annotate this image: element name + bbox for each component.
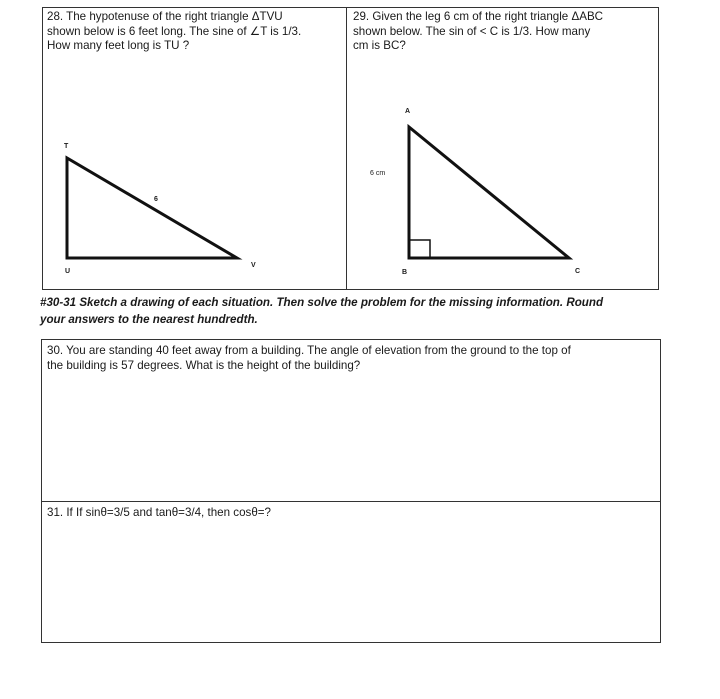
problem-29-line-3: cm is BC?	[353, 39, 406, 52]
side-label-6cm: 6 cm	[370, 170, 386, 177]
problem-29-line-2: shown below. The sin of < C is 1/3. How many	[353, 24, 591, 38]
instructions-line-2: your answers to the nearest hundredth.	[40, 313, 258, 326]
right-angle-marker	[409, 240, 430, 258]
vertex-label-u: U	[65, 268, 71, 275]
problem-28-line-3: How many feet long is TU ?	[47, 39, 190, 52]
problem-29-line-1: 29. Given the leg 6 cm of the right triangle ΔABC	[353, 10, 604, 23]
vertex-label-v: V	[251, 262, 256, 269]
problem-28-line-1: 28. The hypotenuse of the right triangle ΔTVU	[47, 10, 283, 23]
triangle-abc	[409, 127, 569, 258]
vertex-label-b: B	[402, 269, 408, 276]
vertex-label-c: C	[575, 268, 581, 275]
instructions-line-1: #30-31 Sketch a drawing of each situation. Then solve the problem for the missing information. Round	[40, 296, 604, 309]
triangle-tvu-figure	[0, 0, 720, 300]
problem-28-line-2: shown below is 6 feet long. The sine of ∠T is 1/3.	[47, 24, 302, 38]
vertex-label-t: T	[64, 143, 69, 150]
triangle-tvu	[67, 158, 237, 258]
problem-31-line-1: 31. If If sinθ=3/5 and tanθ=3/4, then cosθ=?	[47, 506, 271, 519]
vertex-label-a: A	[405, 108, 411, 115]
problem-31-text	[47, 506, 657, 521]
instructions-text	[40, 294, 670, 328]
problem-30-line-2: the building is 57 degrees. What is the height of the building?	[47, 358, 361, 372]
side-label-6: 6	[154, 196, 158, 203]
problem-31-cell	[41, 501, 661, 643]
problem-30-text	[47, 344, 657, 373]
problem-30-line-1: 30. You are standing 40 feet away from a building. The angle of elevation from the ground to the top of	[47, 344, 571, 357]
